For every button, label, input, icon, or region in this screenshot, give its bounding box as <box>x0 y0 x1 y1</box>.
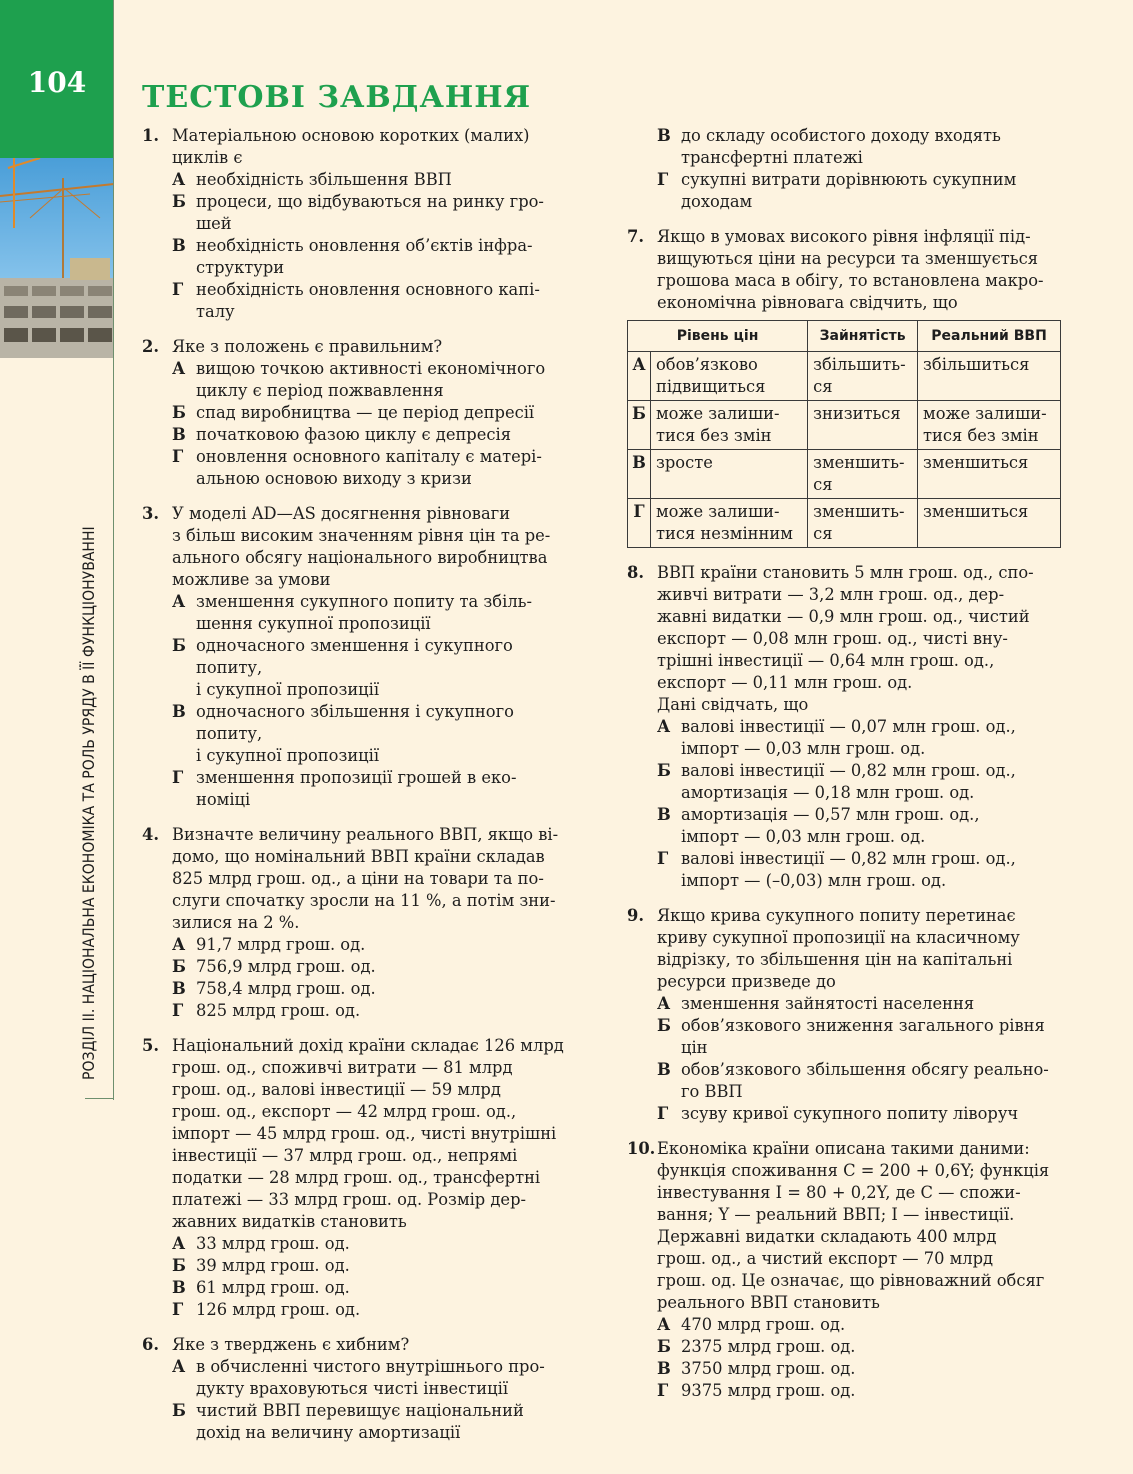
question <box>627 562 1067 892</box>
option-letter: Б <box>172 403 186 422</box>
option-letter: А <box>172 592 186 611</box>
question-text: податки — 28 млрд грош. од., трансфертні <box>172 1168 541 1187</box>
option-text: 470 млрд грош. од. <box>681 1315 846 1334</box>
option-text: зсуву кривої сукупного попиту ліворуч <box>681 1104 1019 1123</box>
row-letter: Б <box>628 401 651 450</box>
table-header-real-gdp: Реальний ВВП <box>918 321 1061 352</box>
construction-crane-image <box>0 158 114 358</box>
option-letter: В <box>172 1278 186 1297</box>
cell-text: тися незмінним <box>656 524 793 543</box>
option-text: шення сукупної пропозиції <box>196 614 431 633</box>
question-text: експорт — 0,08 млн грош. од., чисті вну- <box>657 629 1008 648</box>
option-text: необхідність збільшення ВВП <box>196 170 452 189</box>
question-7-answer-table <box>627 320 1061 548</box>
answer-option <box>657 1314 1067 1336</box>
question <box>142 1035 582 1321</box>
answer-option <box>172 1255 582 1277</box>
option-letter: А <box>172 935 186 954</box>
section-side-title: РОЗДІЛ ІІ. НАЦІОНАЛЬНА ЕКОНОМІКА ТА РОЛЬ УРЯДУ В ЇЇ ФУНКЦІОНУВАННІ <box>80 526 98 1080</box>
option-text: талу <box>196 302 235 321</box>
cell-text: може залиши- <box>656 404 780 423</box>
question <box>627 1138 1067 1402</box>
option-text: в обчисленні чистого внутрішнього про- <box>196 1357 545 1376</box>
answer-option <box>172 169 582 191</box>
answer-option <box>172 635 582 701</box>
answer-option <box>172 934 582 956</box>
question-text: відрізку, то збільшення цін на капітальні <box>657 950 1013 969</box>
question-text: домо, що номінальний ВВП країни складав <box>172 847 545 866</box>
option-letter: А <box>172 1234 186 1253</box>
answer-option <box>172 1299 582 1321</box>
cell-real-gdp <box>918 352 1061 401</box>
cell-employment <box>808 450 918 499</box>
question <box>627 226 1067 314</box>
question-text: економічна рівновага свідчить, що <box>657 293 958 312</box>
option-text: номіці <box>196 790 251 809</box>
question-number: 6. <box>142 1335 159 1354</box>
option-text: го ВВП <box>681 1082 743 1101</box>
cell-price-level <box>651 401 808 450</box>
question-text: грош. од. Це означає, що рівноважний обсяг <box>657 1271 1045 1290</box>
question-text: жавні видатки — 0,9 млн грош. од., чистий <box>657 607 1030 626</box>
answer-option <box>657 1103 1067 1125</box>
question-text: Яке з тверджень є хибним? <box>172 1335 410 1354</box>
question-body <box>657 905 1067 1125</box>
question-number: 10. <box>627 1139 656 1158</box>
option-text: 126 млрд грош. од. <box>196 1300 361 1319</box>
option-letter: В <box>657 1359 671 1378</box>
question-number: 7. <box>627 227 644 246</box>
option-text: валові інвестиції — 0,82 млн грош. од., <box>681 849 1016 868</box>
row-letter: А <box>628 352 651 401</box>
question-text: циклів є <box>172 148 243 167</box>
option-text: амортизація — 0,57 млн грош. од., <box>681 805 980 824</box>
option-text: 61 млрд грош. од. <box>196 1278 350 1297</box>
answer-option <box>657 169 1067 213</box>
question-text: з більш високим значенням рівня цін та ре- <box>172 526 551 545</box>
row-letter: В <box>628 450 651 499</box>
answer-option <box>172 956 582 978</box>
option-letter: В <box>172 236 186 255</box>
question-text: функція споживання C = 200 + 0,6Y; функція <box>657 1161 1050 1180</box>
answer-option <box>657 125 1067 169</box>
answer-option <box>172 978 582 1000</box>
table-header-employment: Зайнятість <box>808 321 918 352</box>
cell-text: зменшиться <box>923 453 1029 472</box>
right-questions <box>627 562 1067 1402</box>
option-letter: А <box>172 170 186 189</box>
option-text: циклу є період пожвавлення <box>196 381 444 400</box>
question-number: 3. <box>142 504 159 523</box>
option-letter: Б <box>172 192 186 211</box>
option-text: структури <box>196 258 285 277</box>
option-text: початковою фазою циклу є депресія <box>196 425 511 444</box>
option-text: імпорт — 0,03 млн грош. од. <box>681 739 926 758</box>
cell-text: збільшиться <box>923 355 1030 374</box>
row-letter: Г <box>628 499 651 548</box>
option-letter: Г <box>657 170 669 189</box>
cell-employment <box>808 352 918 401</box>
question-text: експорт — 0,11 млн грош. од. <box>657 673 913 692</box>
option-text: доходам <box>681 192 753 211</box>
option-text: 825 млрд грош. од. <box>196 1001 361 1020</box>
question-text: імпорт — 45 млрд грош. од., чисті внутрішні <box>172 1124 557 1143</box>
cell-text: підвищиться <box>656 377 766 396</box>
option-text: амортизація — 0,18 млн грош. од. <box>681 783 975 802</box>
question-text: Економіка країни описана такими даними: <box>657 1139 1030 1158</box>
question-text: зилися на 2 %. <box>172 913 300 932</box>
option-text: 91,7 млрд грош. од. <box>196 935 366 954</box>
question-text: Національний дохід країни складає 126 млрд <box>172 1036 564 1055</box>
table-row <box>628 450 1061 499</box>
answer-option <box>172 1277 582 1299</box>
option-letter: Б <box>172 1256 186 1275</box>
option-text: трансфертні платежі <box>681 148 863 167</box>
option-letter: Б <box>657 1016 671 1035</box>
option-text: дохід на величину амортизації <box>196 1423 461 1442</box>
option-letter: В <box>657 1060 671 1079</box>
option-letter: А <box>657 717 671 736</box>
table-row <box>628 499 1061 548</box>
option-text: валові інвестиції — 0,82 млн грош. од., <box>681 761 1016 780</box>
question-text: інвестиції — 37 млрд грош. од., непрямі <box>172 1146 518 1165</box>
option-letter: Г <box>172 447 184 466</box>
option-text: необхідність оновлення основного капі- <box>196 280 540 299</box>
question-text: грош. од., валові інвестиції — 59 млрд <box>172 1080 501 1099</box>
cell-text: ся <box>813 377 833 396</box>
question-text: реального ВВП становить <box>657 1293 880 1312</box>
question-text: грош. од., споживчі витрати — 81 млрд <box>172 1058 513 1077</box>
answer-option <box>657 716 1067 760</box>
option-text: необхідність оновлення об’єктів інфра- <box>196 236 533 255</box>
question-text: Якщо в умовах високого рівня інфляції під- <box>657 227 1031 246</box>
question-text: живчі витрати — 3,2 млн грош. од., дер- <box>657 585 1005 604</box>
option-letter: Б <box>172 1401 186 1420</box>
construction-photo <box>0 158 114 358</box>
cell-price-level <box>651 352 808 401</box>
question <box>627 905 1067 1125</box>
option-letter: В <box>172 702 186 721</box>
question-number: 1. <box>142 126 159 145</box>
cell-text: тися без змін <box>656 426 772 445</box>
page-heading: ТЕСТОВІ ЗАВДАННЯ <box>142 80 532 115</box>
option-letter: Г <box>657 849 669 868</box>
question-text: грошова маса в обігу, то встановлена макро- <box>657 271 1044 290</box>
answer-option <box>172 1356 582 1400</box>
answer-option <box>172 446 582 490</box>
right-column <box>627 125 1067 1415</box>
cell-real-gdp <box>918 450 1061 499</box>
cell-price-level <box>651 450 808 499</box>
question-text: Державні видатки складають 400 млрд <box>657 1227 997 1246</box>
cell-real-gdp <box>918 401 1061 450</box>
option-text: одночасного збільшення і сукупного попиту, <box>196 702 514 743</box>
question-body <box>172 503 582 811</box>
answer-option <box>172 191 582 235</box>
option-text: зменшення пропозиції грошей в еко- <box>196 768 517 787</box>
option-letter: Г <box>172 1001 184 1020</box>
page-number-badge <box>0 0 114 158</box>
question-number: 2. <box>142 337 159 356</box>
option-letter: А <box>172 1357 186 1376</box>
option-letter: В <box>172 425 186 444</box>
option-text: спад виробництва — це період депресії <box>196 403 535 422</box>
option-text: обов’язкового збільшення обсягу реально- <box>681 1060 1049 1079</box>
cell-employment <box>808 499 918 548</box>
option-text: до складу особистого доходу входять <box>681 126 1001 145</box>
cell-price-level <box>651 499 808 548</box>
question-text: ресурси призведе до <box>657 972 836 991</box>
option-text: вищою точкою активності економічного <box>196 359 546 378</box>
answer-option <box>172 1000 582 1022</box>
cell-text: ся <box>813 524 833 543</box>
option-text: сукупні витрати дорівнюють сукупним <box>681 170 1017 189</box>
question-text: платежі — 33 млрд грош. од. Розмір дер- <box>172 1190 526 1209</box>
question-body <box>172 336 582 490</box>
option-letter: Г <box>172 1300 184 1319</box>
margin-rule <box>113 0 114 1100</box>
answer-option <box>172 1400 582 1444</box>
option-text: 756,9 млрд грош. од. <box>196 957 376 976</box>
option-text: чистий ВВП перевищує національний <box>196 1401 524 1420</box>
question-text: 825 млрд грош. од., а ціни на товари та по- <box>172 869 544 888</box>
option-text: 9375 млрд грош. од. <box>681 1381 856 1400</box>
cell-text: зменшить- <box>813 453 905 472</box>
cell-text: тися без змін <box>923 426 1039 445</box>
question-number: 4. <box>142 825 159 844</box>
question-text: криву сукупної пропозиції на класичному <box>657 928 1020 947</box>
option-text: дукту враховуються чисті інвестиції <box>196 1379 509 1398</box>
question <box>142 824 582 1022</box>
option-letter: Г <box>657 1381 669 1400</box>
question-6-continued <box>627 125 1067 213</box>
option-text: зменшення зайнятості населення <box>681 994 975 1013</box>
option-text: цін <box>681 1038 708 1057</box>
option-text: одночасного зменшення і сукупного попиту, <box>196 636 513 677</box>
question-7 <box>627 226 1067 314</box>
question-number: 5. <box>142 1036 159 1055</box>
question-text: жавних видатків становить <box>172 1212 407 1231</box>
option-text: зменшення сукупного попиту та збіль- <box>196 592 533 611</box>
answer-option <box>657 1336 1067 1358</box>
question-text: Якщо крива сукупного попиту перетинає <box>657 906 1016 925</box>
question-text: Яке з положень є правильним? <box>172 337 443 356</box>
answer-option <box>657 1059 1067 1103</box>
question-text: ального обсягу національного виробництва <box>172 548 548 567</box>
question <box>142 503 582 811</box>
question-body <box>172 1035 582 1321</box>
question-text: ВВП країни становить 5 млн грош. од., спо- <box>657 563 1034 582</box>
option-text: 2375 млрд грош. од. <box>681 1337 856 1356</box>
table-header-row <box>628 321 1061 352</box>
answer-option <box>172 701 582 767</box>
answer-option <box>172 1233 582 1255</box>
cell-text: зросте <box>656 453 713 472</box>
option-text: процеси, що відбуваються на ринку гро- <box>196 192 544 211</box>
cell-text: зменшиться <box>923 502 1029 521</box>
cell-text: може залиши- <box>656 502 780 521</box>
question-body <box>657 226 1067 314</box>
option-letter: Б <box>172 957 186 976</box>
option-letter: А <box>657 994 671 1013</box>
question-text: грош. од., експорт — 42 млрд грош. од., <box>172 1102 517 1121</box>
question-text: грош. од., а чистий експорт — 70 млрд <box>657 1249 994 1268</box>
question-body <box>172 1334 582 1444</box>
question <box>142 1334 582 1444</box>
answer-option <box>172 358 582 402</box>
option-text: 3750 млрд грош. од. <box>681 1359 856 1378</box>
option-letter: Б <box>172 636 186 655</box>
answer-option <box>657 848 1067 892</box>
option-letter: В <box>657 805 671 824</box>
cell-text: знизиться <box>813 404 901 423</box>
question-text: трішні інвестиції — 0,64 млн грош. од., <box>657 651 995 670</box>
option-letter: А <box>172 359 186 378</box>
question <box>142 125 582 323</box>
question <box>142 336 582 490</box>
page-number: 104 <box>27 66 87 99</box>
left-column <box>142 125 582 1457</box>
option-text: і сукупної пропозиції <box>196 746 380 765</box>
option-text: шей <box>196 214 232 233</box>
option-text: альною основою виходу з кризи <box>196 469 472 488</box>
answer-option <box>657 1015 1067 1059</box>
question-text: Матеріальною основою коротких (малих) <box>172 126 530 145</box>
option-letter: В <box>657 126 671 145</box>
option-text: 33 млрд грош. од. <box>196 1234 350 1253</box>
cell-real-gdp <box>918 499 1061 548</box>
answer-option <box>657 993 1067 1015</box>
table-header-price-level: Рівень цін <box>628 321 808 352</box>
table-row <box>628 401 1061 450</box>
option-text: 39 млрд грош. од. <box>196 1256 350 1275</box>
option-text: і сукупної пропозиції <box>196 680 380 699</box>
question-number: 8. <box>627 563 644 582</box>
option-text: імпорт — (–0,03) млн грош. од. <box>681 871 947 890</box>
answer-option <box>172 424 582 446</box>
question-body <box>657 562 1067 892</box>
option-text: обов’язкового зниження загального рівня <box>681 1016 1045 1035</box>
option-text: валові інвестиції — 0,07 млн грош. од., <box>681 717 1016 736</box>
question-text: Визначте величину реального ВВП, якщо ві- <box>172 825 559 844</box>
option-letter: Г <box>172 280 184 299</box>
option-letter: Б <box>657 1337 671 1356</box>
cell-text: ся <box>813 475 833 494</box>
margin-rule-end <box>85 1098 114 1099</box>
answer-option <box>657 1358 1067 1380</box>
answer-option <box>172 767 582 811</box>
option-letter: В <box>172 979 186 998</box>
question-text: слуги спочатку зросли на 11 %, а потім зни- <box>172 891 556 910</box>
cell-text: обов’язково <box>656 355 758 374</box>
option-letter: Б <box>657 761 671 780</box>
answer-option <box>657 1380 1067 1402</box>
cell-text: зменшить- <box>813 502 905 521</box>
question-body <box>172 824 582 1022</box>
option-letter: Г <box>657 1104 669 1123</box>
cell-employment <box>808 401 918 450</box>
table-row <box>628 352 1061 401</box>
question-text: Дані свідчать, що <box>657 695 809 714</box>
question-text: інвестування I = 80 + 0,2Y, де C — спожи- <box>657 1183 1021 1202</box>
cell-text: збільшить- <box>813 355 906 374</box>
question-text: У моделі AD—AS досягнення рівноваги <box>172 504 511 523</box>
cell-text: може залиши- <box>923 404 1047 423</box>
answer-option <box>172 402 582 424</box>
question-number: 9. <box>627 906 644 925</box>
question-text: вання; Y — реальний ВВП; I — інвестиції. <box>657 1205 1015 1224</box>
answer-option <box>172 591 582 635</box>
question-body <box>172 125 582 323</box>
question-text: можливе за умови <box>172 570 331 589</box>
answer-option <box>657 760 1067 804</box>
answer-option <box>657 804 1067 848</box>
question-text: вищуються ціни на ресурси та зменшується <box>657 249 1038 268</box>
answer-option <box>172 235 582 279</box>
option-text: оновлення основного капіталу є матері- <box>196 447 542 466</box>
question-body <box>657 1138 1067 1402</box>
answer-option <box>172 279 582 323</box>
option-letter: Г <box>172 768 184 787</box>
option-text: імпорт — 0,03 млн грош. од. <box>681 827 926 846</box>
option-text: 758,4 млрд грош. од. <box>196 979 376 998</box>
option-letter: А <box>657 1315 671 1334</box>
